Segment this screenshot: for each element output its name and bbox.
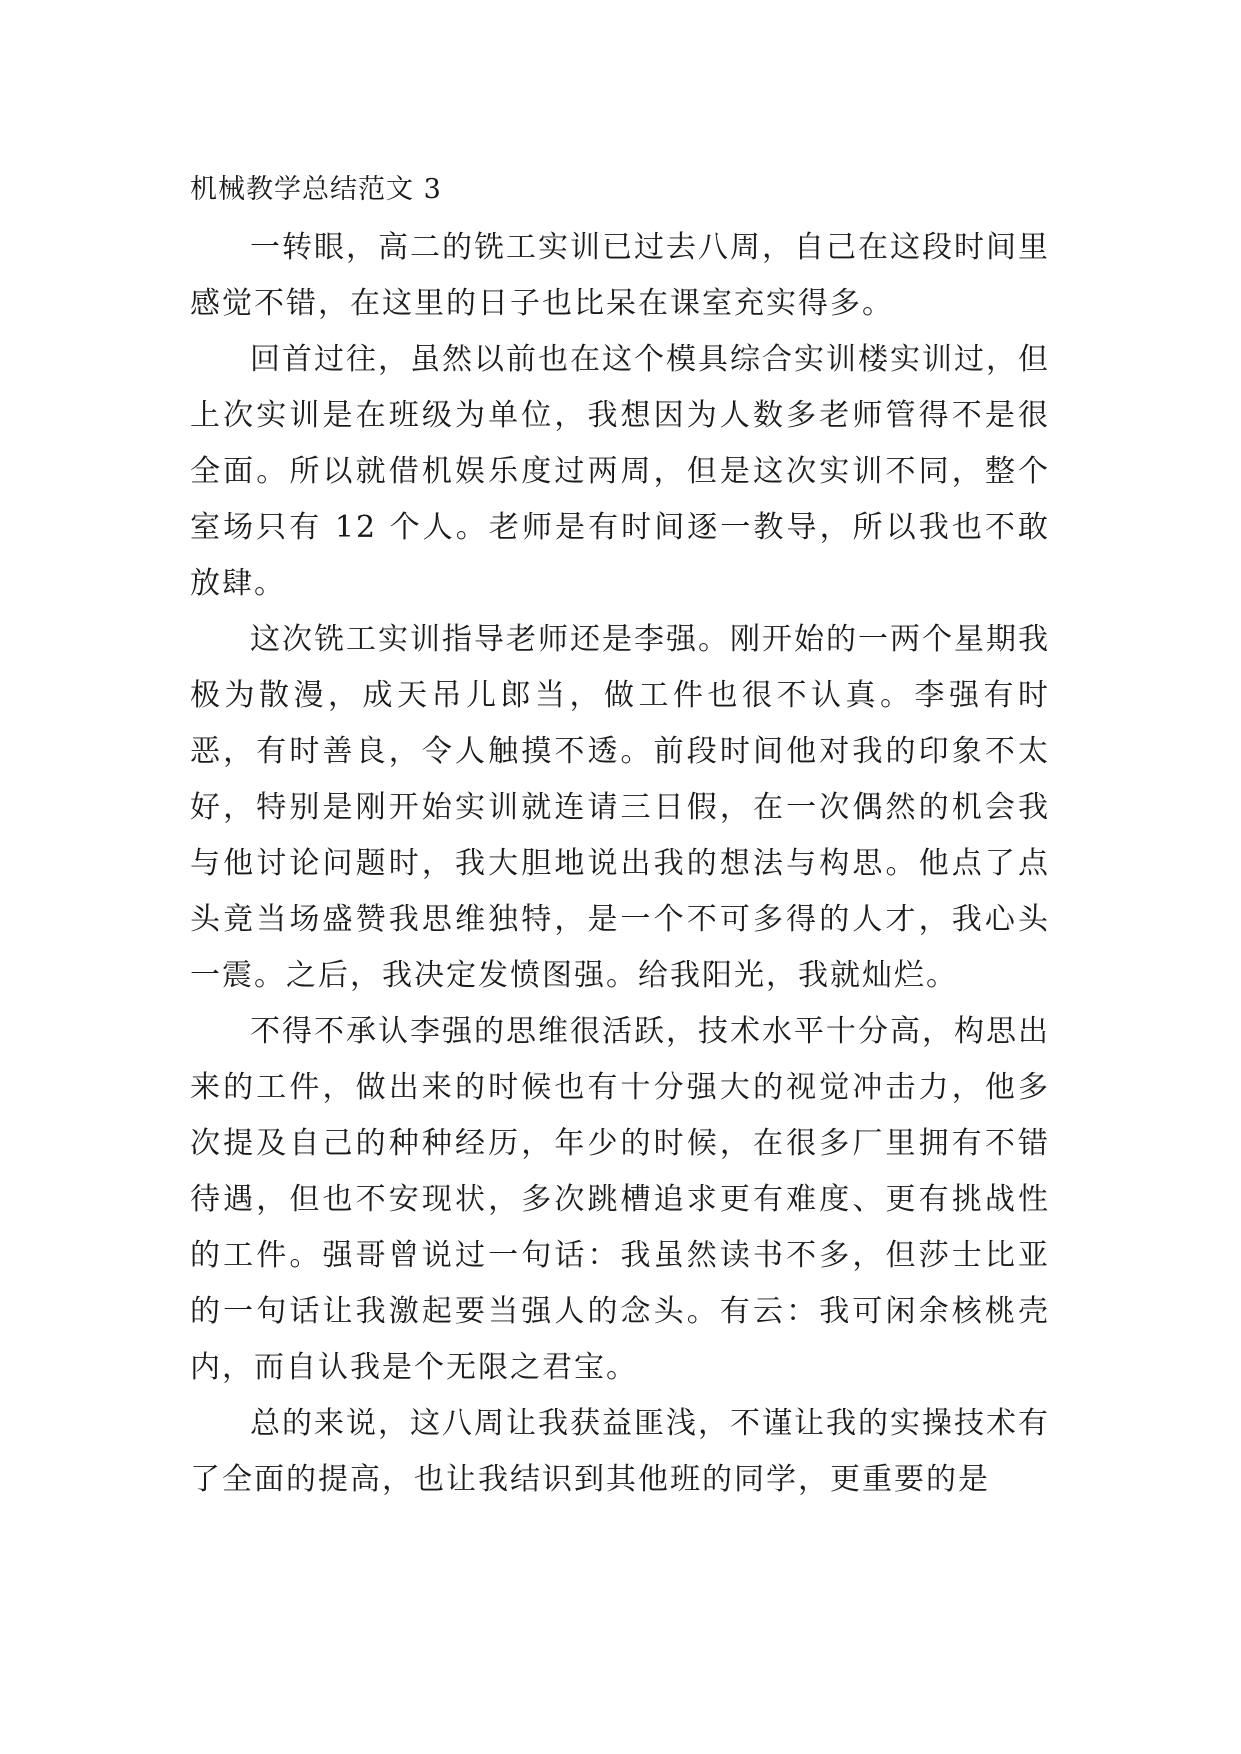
paragraph-3: 这次铣工实训指导老师还是李强。刚开始的一两个星期我极为散漫，成天吊儿郎当，做工件也很不认真。李强有时恶，有时善良，令人触摸不透。前段时间他对我的印象不太好，特别是刚开始实训就连请三日假，在一次偶然的机会我与他讨论问题时，我大胆地说出我的想法与构思。他点了点头竟当场盛赞我思维独特，是一个不可多得的人才，我心头一震。之后，我决定发愤图强。给我阳光，我就灿烂。	[190, 622, 1050, 993]
paragraph-4: 不得不承认李强的思维很活跃，技术水平十分高，构思出来的工件，做出来的时候也有十分强大的视觉冲击力，他多次提及自己的种种经历，年少的时候，在很多厂里拥有不错待遇，但也不安现状，多次跳槽追求更有难度、更有挑战性的工件。强哥曾说过一句话：我虽然读书不多，但莎士比亚的一句话让我激起要当强人的念头。有云：我可闲余核桃壳内，而自认我是个无限之君宝。	[190, 1014, 1050, 1385]
paragraph-5: 总的来说，这八周让我获益匪浅，不谨让我的实操技术有了全面的提高，也让我结识到其他班的同学，更重要的是	[190, 1406, 1050, 1497]
paragraph-2: 回首过往，虽然以前也在这个模具综合实训楼实训过，但上次实训是在班级为单位，我想因为人数多老师管得不是很全面。所以就借机娱乐度过两周，但是这次实训不同，整个室场只有 12 个人。老师是有时间逐一教导，所以我也不敢放肆。	[190, 342, 1050, 601]
document-page	[190, 160, 1050, 1508]
paragraph-1: 一转眼，高二的铣工实训已过去八周，自己在这段时间里感觉不错，在这里的日子也比呆在课室充实得多。	[190, 230, 1050, 321]
document-title: 机械教学总结范文 3	[190, 174, 442, 205]
